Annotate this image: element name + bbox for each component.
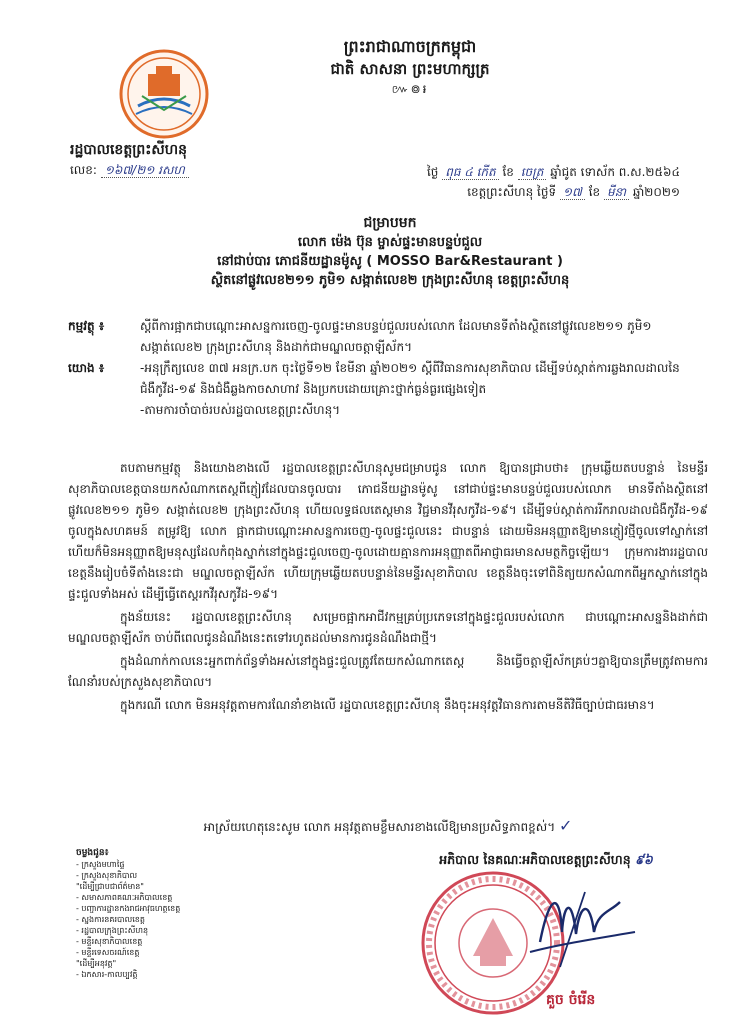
notice-location-1: នៅជាប់បារ ភោជនីយដ្ឋានម៉ូសូ ( MOSSO Bar&Restaurant ) — [217, 254, 563, 269]
cc-item: "ដើម្បីជ្រាបជាព័ត៌មាន" — [76, 882, 144, 891]
notice-recipient: លោក ម៉េង ប៊ុន ម្ចាស់ផ្ទះមានបន្ទប់ជួល — [297, 235, 483, 250]
ref-label: លេខ: — [70, 163, 97, 177]
lunar-date — [300, 164, 680, 182]
body-paragraph-4: ក្នុងករណី លោក មិនអនុវត្តតាមការណែនាំខាងលើ រដ្ឋបាលខេត្តព្រះសីហនុ នឹងចុះអនុវត្តវិធានការតាមនីតិវិធីច្បាប់ជាធរមាន។ — [120, 698, 655, 712]
body-paragraph-2: ក្នុងន័យនេះ រដ្ឋបាលខេត្តព្រះសីហនុ សម្រេចផ្អាកអាជីវកម្មគ្រប់ប្រភេទនៅក្នុងផ្ទះជួលរបស់លោក ជាបណ្តោះអាសន្ននិងដាក់ជា មណ្ឌលចត្តាឡីស័ក ចាប់ពីពេលជូនដំណឹងនេះតទៅរហូតដល់មានការជូនដំណឹងជាថ្មី។ — [68, 610, 708, 645]
body-paragraph-1: តបតាមកម្មវត្ថុ និងយោងខាងលើ រដ្ឋបាលខេត្តព្រះសីហនុសូមជម្រាបជូន លោក ឱ្យបានជ្រាបថា៖ ក្រុមឆ្លើយតបបន្ទាន់ នៃមន្ទីរសុខាភិបាលខេត្តបានយកសំណាកតេស្តពីភ្ញៀវដែលបានចូលបារ ភោជនីយដ្ឋានម៉ូសូ នៅជាប់ផ្ទះមានបន្ទប់ជួលរបស់លោក មានទីតាំងស្ថិតនៅផ្លូវលេខ២១១ ភូមិ១ សង្កាត់លេខ២ ក្រុងព្រះសីហនុ ហើយលទ្ធផលតេស្តមាន វិជ្ជមានវីរុសកូវីដ-១៩។ ដើម្បីទប់ស្កាត់ការរីករាលដាលជំងឺកូវីដ-១៩ ចូលក្នុងសហគមន៍ តម្រូវឱ្យ លោក ផ្អាកជាបណ្តោះអាសន្នការចេញ-ចូលផ្ទះជួលនេះ ជាបន្ទាន់ ដោយមិនអនុញ្ញាតឱ្យមានភ្ញៀវថ្មីចូលទៅស្នាក់នៅ ហើយក៏មិនអនុញ្ញាតឱ្យមនុស្សដែលកំពុងស្នាក់នៅក្នុងផ្ទះជួលចេញ-ចូលដោយគ្មានការអនុញ្ញាតពីអាជ្ញាធរមានសមត្ថកិច្ចឡើយ។ ក្រុមការងាររដ្ឋបាលខេត្តនឹងរៀបចំទីតាំងនេះជា មណ្ឌលចត្តាឡីស័ក ហើយក្រុមឆ្លើយតបបន្ទាន់នៃមន្ទីរសុខាភិបាល ខេត្តនឹងចុះទៅពិនិត្យយកសំណាកពីអ្នកស្នាក់នៅក្នុងផ្ទះជួលទាំងអស់ ដើម្បីធ្វើតេស្តរកវីរុសកូវីដ-១៩។ — [68, 461, 708, 601]
signer-name: គួច ចំរើន — [546, 992, 596, 1008]
ref-number: ១៦៧/២១ រសហ — [101, 163, 189, 178]
kingdom-title: ព្រះរាជាណាចក្រកម្ពុជា — [343, 37, 477, 56]
closing-line — [68, 816, 708, 837]
handwritten-tick-icon: ✓ — [558, 816, 573, 835]
lunar-suffix: ឆ្នាំជូត ទោស័ក ព.ស.២៥៦៤ — [550, 165, 680, 179]
solar-suffix: ឆ្នាំ២០២១ — [632, 185, 680, 199]
province-logo-icon — [118, 48, 210, 140]
cc-item: - ក្រសួងសុខាភិបាល — [76, 871, 138, 880]
solar-date — [300, 184, 680, 202]
issuer-name: រដ្ឋបាលខេត្តព្រះសីហនុ — [70, 142, 187, 158]
lunar-month-label: ខែ — [502, 165, 514, 179]
body-text — [68, 458, 708, 718]
signatory-number: ៩៦ — [635, 852, 653, 867]
solar-month: មីនា — [604, 185, 629, 200]
cc-item: - រដ្ឋបាលក្រុងព្រះសីហនុ — [76, 926, 149, 935]
body-paragraph-3: ក្នុងដំណាក់កាលនេះអ្នកពាក់ព័ន្ធទាំងអស់នៅក្នុងផ្ទះជួលត្រូវតែយកសំណាកតេស្ត និងធ្វើចត្តាឡីស័កគ្រប់ៗគ្នាឱ្យបានត្រឹមត្រូវតាមការណែនាំរបស់ក្រសួងសុខាភិបាល។ — [68, 654, 708, 689]
reference-text-2: -តាមការចាំបាច់របស់រដ្ឋបាលខេត្តព្រះសីហនុ។ — [140, 403, 341, 417]
solar-month-label: ខែ — [588, 185, 601, 199]
cc-item: - ក្រសួងមហាផ្ទៃ — [76, 860, 125, 869]
cc-item: "ដើម្បីអនុវត្ត" — [76, 959, 117, 968]
notice-heading — [60, 214, 720, 290]
reference-number-line — [70, 162, 189, 180]
cc-item: - មន្ទីរសុខាភិបាលខេត្ត — [76, 937, 143, 946]
header-ornament: ៚៙៛ — [391, 82, 429, 96]
cc-item: - ស្នងការនគរបាលខេត្ត — [76, 915, 145, 924]
cc-list — [76, 848, 296, 980]
handwritten-signature-icon — [500, 872, 650, 972]
lunar-month: ចេត្រ — [518, 165, 547, 180]
cc-item: - ឯកសារ-កាលប្បវត្តិ — [76, 970, 138, 979]
cc-title: ចម្លងជូន៖ — [76, 848, 109, 858]
cc-item: - សមាសភាពគណៈអភិបាលខេត្ត — [76, 893, 173, 902]
subject-row — [68, 316, 708, 358]
notice-location-2: ស្ថិតនៅផ្លូវលេខ២១១ ភូមិ១ សង្កាត់លេខ២ ក្រុងព្រះសីហនុ ខេត្តព្រះសីហនុ — [210, 273, 570, 288]
reference-row — [68, 358, 708, 400]
notice-title: ជម្រាបមក — [363, 215, 417, 231]
solar-day: ១៧ — [560, 185, 585, 200]
subject-text: ស្តីពីការផ្អាកជាបណ្តោះអាសន្នការចេញ-ចូលផ្ទះមានបន្ទប់ជួលរបស់លោក ដែលមានទីតាំងស្ថិតនៅផ្លូវលេខ២១១ ភូមិ១ សង្កាត់លេខ២ ក្រុងព្រះសីហនុ និងដាក់ជាមណ្ឌលចត្តាឡីស័ក។ — [140, 319, 652, 354]
cc-item: - មន្ទីរទេសចរណ៍ខេត្ត — [76, 948, 140, 957]
kingdom-motto: ជាតិ សាសនា ព្រះមហាក្សត្រ — [330, 60, 490, 78]
lunar-prefix: ថ្ងៃ — [426, 165, 439, 179]
closing-text: អាស្រ័យហេតុនេះសូម លោក អនុវត្តតាមខ្លឹមសារខាងលើឱ្យមានប្រសិទ្ធភាពខ្ពស់។ — [203, 820, 556, 834]
subject-label: កម្មវត្ថុ ៖ — [68, 319, 105, 333]
signatory-position: អភិបាល នៃគណៈអភិបាលខេត្តព្រះសីហនុ — [439, 852, 631, 867]
reference-label: យោង ៖ — [68, 361, 105, 375]
lunar-day: ពុធ ៤ កើត — [442, 165, 498, 180]
cc-item: - បញ្ជាការដ្ឋានកងរាជអាវុធហត្ថខេត្ត — [76, 904, 181, 913]
subject-reference-block — [68, 316, 708, 421]
solar-prefix: ខេត្តព្រះសីហនុ ថ្ងៃទី — [467, 185, 557, 199]
reference-text-1: -អនុក្រឹត្យលេខ ៣៧ អនក្រ.បក ចុះថ្ងៃទី១២ ខែមីនា ឆ្នាំ២០២១ ស្តីពីវិធានការសុខាភិបាល ដើម្បីទប់ស្កាត់ការឆ្លងរាលដាលនៃជំងឺកូវីដ-១៩ និងជំងឺឆ្លងកាចសាហាវ និងប្រកបដោយគ្រោះថ្នាក់ធ្ងន់ធ្ងរផ្សេងទៀត — [140, 361, 680, 396]
kingdom-header — [250, 36, 570, 98]
